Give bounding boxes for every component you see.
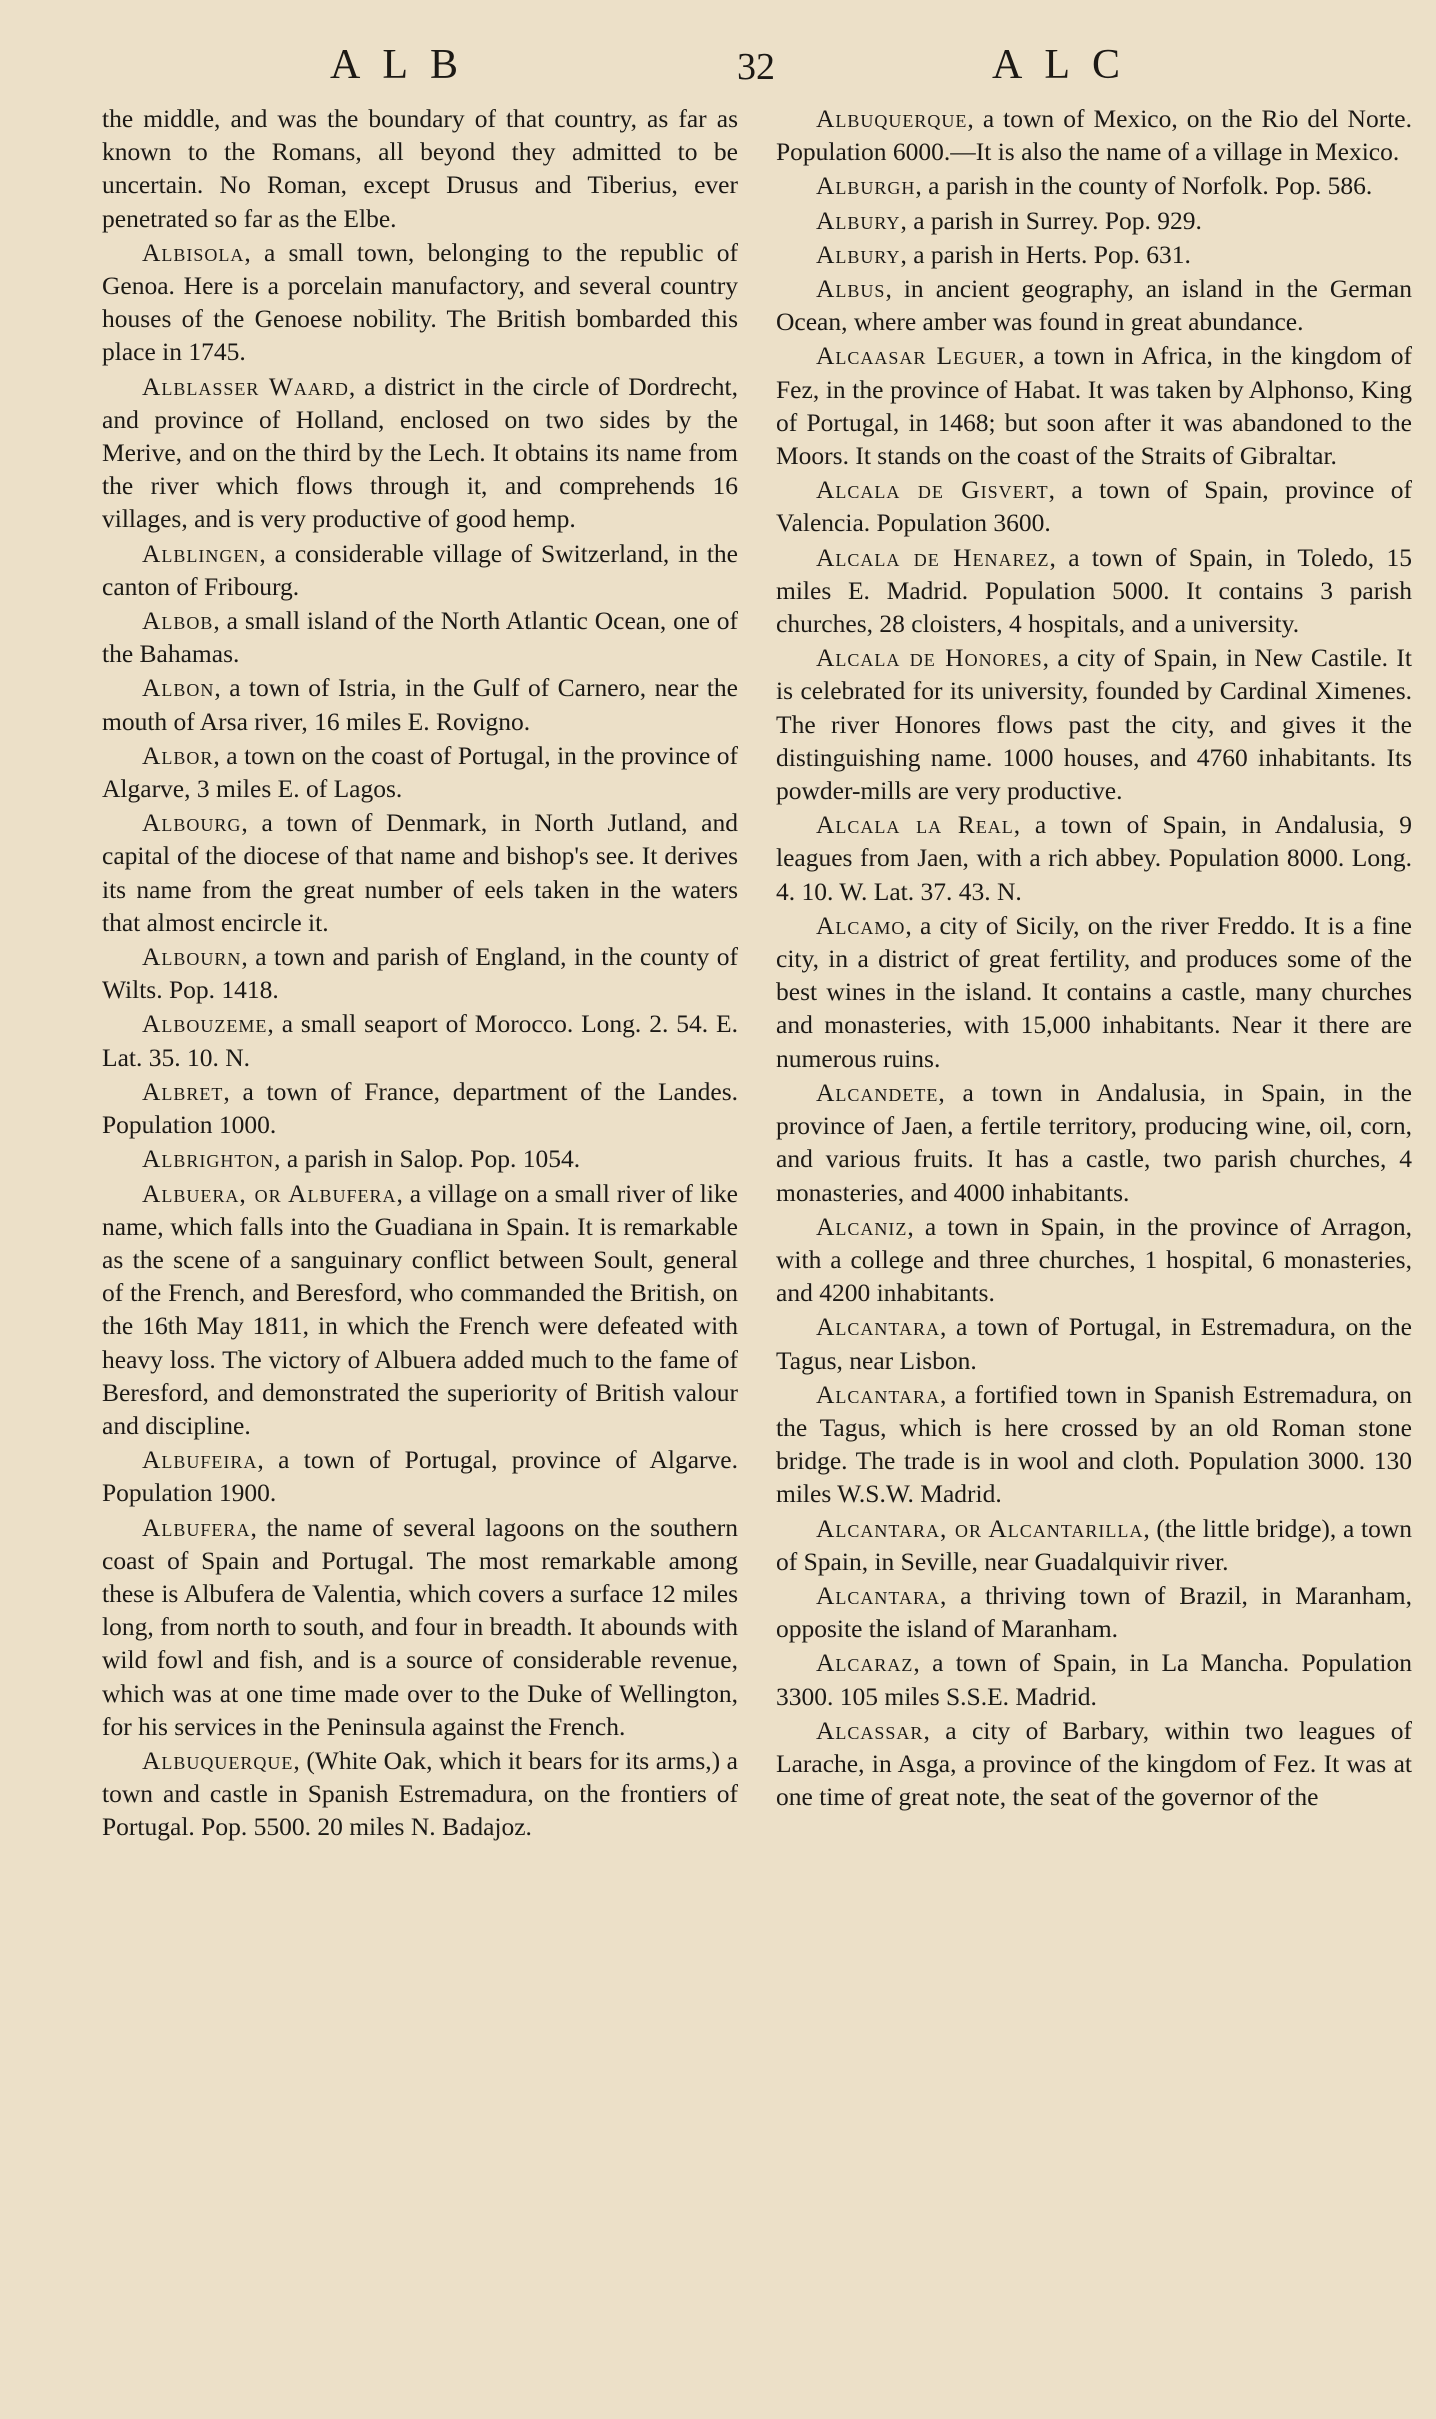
entry-text: , a city of Barbary, within two leagues of Larache, in Asga, a province of the kingdom of Fez. It was at one time of great note, the seat of the governor of the xyxy=(776,1715,1412,1812)
entry-headword: Alcamo xyxy=(816,910,906,940)
entry-text: , a town of Istria, in the Gulf of Carnero, near the mouth of Arsa river, 16 miles E. Rovigno. xyxy=(102,673,738,736)
entry-headword: Alcantara xyxy=(816,1312,940,1342)
entry-headword: Albury xyxy=(816,239,901,269)
entry-headword: Albisola xyxy=(142,237,245,267)
gazetteer-entry xyxy=(776,1210,1412,1310)
entry-headword: Alcala de Henarez xyxy=(816,542,1050,572)
entry-text: , a thriving town of Brazil, in Maranham, opposite the island of Maranham. xyxy=(776,1580,1412,1644)
entry-text: , (the little bridge), a town of Spain, in Seville, near Guadalquivir river. xyxy=(776,1513,1413,1576)
entry-headword: Albury xyxy=(816,205,901,235)
entry-text: , a town of Portugal, province of Algarve. Population 1900. xyxy=(102,1445,738,1508)
gazetteer-entry xyxy=(776,169,1412,202)
gazetteer-entry xyxy=(776,272,1412,338)
gazetteer-entry xyxy=(102,1744,738,1844)
entry-text: , a town of Denmark, in North Jutland, and capital of the diocese of that name and bishop's see. It derives its name from the great number of eels taken in the waters that almost encircle it. xyxy=(102,808,738,937)
gazetteer-entry xyxy=(776,909,1412,1075)
entry-text: , a parish in the county of Norfolk. Pop. 586. xyxy=(915,171,1373,201)
entry-text: , a town of France, department of the Landes. Population 1000. xyxy=(102,1076,738,1140)
gazetteer-entry xyxy=(776,102,1412,168)
entry-text: , a city of Spain, in New Castile. It is celebrated for its university, founded by Cardinal Ximenes. The river Honores flows past the city, and gives it the distinguishing name. 1000 houses, and 4760 inhabitants. Its powder-mills are very productive. xyxy=(776,643,1413,806)
entry-text: , a town on the coast of Portugal, in the province of Algarve, 3 miles E. of Lagos. xyxy=(102,740,738,804)
gazetteer-entry xyxy=(776,204,1412,237)
entry-text: , a town in Africa, in the kingdom of Fez, in the province of Habat. It was taken by Alphonso, King of Portugal, in 1468; but soon after it was abandoned to the Moors. It stands on the coast of the Straits of Gibraltar. xyxy=(776,341,1412,471)
gazetteer-entry xyxy=(102,102,738,235)
entry-headword: Albuquerque xyxy=(142,1745,294,1775)
entry-text: , a fortified town in Spanish Estremadura, on the Tagus, which is here crossed by an old Roman stone bridge. The trade is in wool and cloth. Population 3000. 130 miles W.S.W. Madrid. xyxy=(776,1379,1412,1509)
entry-text: , a small seaport of Morocco. Long. 2. 54. E. Lat. 35. 10. N. xyxy=(102,1009,738,1072)
entry-headword: Albufera xyxy=(142,1512,251,1542)
running-head-right: ALC xyxy=(992,42,1142,88)
gazetteer-entry xyxy=(102,604,738,670)
gazetteer-entry xyxy=(776,1076,1412,1209)
entry-text: , a town in Spain, in the province of Arragon, with a college and three churches, 1 hospital, 6 monasteries, and 4200 inhabitants. xyxy=(776,1211,1412,1308)
gazetteer-entry xyxy=(776,641,1412,807)
gazetteer-entry xyxy=(776,238,1412,271)
gazetteer-entry xyxy=(102,1443,738,1509)
gazetteer-entry xyxy=(776,1579,1412,1645)
gazetteer-entry xyxy=(776,473,1412,539)
entry-headword: Albourn xyxy=(142,942,242,972)
entry-text: , a town in Andalusia, in Spain, in the province of Jaen, a fertile territory, producing wine, oil, corn, and various fruits. It has a castle, two parish churches, 4 monasteries, and 4000 inhabitants. xyxy=(776,1077,1412,1207)
gazetteer-entry xyxy=(102,1007,738,1073)
entry-headword: Alcassar xyxy=(816,1715,924,1745)
entry-text: , a parish in Herts. Pop. 631. xyxy=(900,239,1191,269)
entry-headword: Alblingen xyxy=(142,538,260,568)
entry-headword: Albrighton xyxy=(142,1144,275,1174)
entry-headword: Albourg xyxy=(142,808,242,838)
entry-headword: Albouzeme xyxy=(142,1009,268,1039)
entry-headword: Albufeira xyxy=(142,1445,258,1475)
gazetteer-entry xyxy=(102,370,738,536)
entry-headword: Albret xyxy=(142,1076,224,1106)
running-head-left: ALB xyxy=(330,42,480,88)
entry-text: the middle, and was the boundary of that country, as far as known to the Romans, all beyond they admitted to be uncertain. No Roman, except Drusus and Tiberius, ever penetrated so far as the Elbe. xyxy=(102,104,738,233)
gazetteer-entry xyxy=(776,808,1412,908)
entry-headword: Alcandete xyxy=(816,1077,939,1107)
entry-text: , a town of Spain, in Toledo, 15 miles E. Madrid. Population 5000. It contains 3 parish churches, 28 cloisters, 4 hospitals, and a university. xyxy=(776,542,1412,639)
page-number: 32 xyxy=(737,46,775,88)
entry-headword: Alcaasar Leguer xyxy=(816,341,1019,371)
left-column xyxy=(102,102,738,1845)
entry-headword: Alcala la Real xyxy=(816,810,1014,840)
gazetteer-entry xyxy=(102,537,738,603)
entry-headword: Albon xyxy=(142,673,215,703)
gazetteer-entry xyxy=(776,1310,1412,1376)
gazetteer-entry xyxy=(102,1511,738,1743)
entry-headword: Albuquerque xyxy=(816,104,968,133)
entry-text: , a town and parish of England, in the county of Wilts. Pop. 1418. xyxy=(102,942,738,1005)
entry-text: , (White Oak, which it bears for its arms,) a town and castle in Spanish Estremadura, on the frontiers of Portugal. Pop. 5500. 20 miles N. Badajoz. xyxy=(102,1745,738,1842)
gazetteer-entry xyxy=(102,236,738,369)
entry-headword: Alcantara xyxy=(816,1379,940,1409)
gazetteer-entry xyxy=(776,1714,1412,1814)
gazetteer-entry xyxy=(102,1177,738,1443)
entry-headword: Alburgh xyxy=(816,171,916,201)
entry-headword: Alcala de Gisvert xyxy=(816,475,1049,505)
entry-text: , a considerable village of Switzerland, in the canton of Fribourg. xyxy=(102,538,738,601)
entry-text: , the name of several lagoons on the southern coast of Spain and Portugal. The most remarkable among these is Albufera de Valentia, which covers a surface 12 miles long, from north to south, and four in breadth. It abounds with wild fowl and fish, and is a source of considerable revenue, which was at one time made over to the Duke of Wellington, for his services in the Peninsula against the French. xyxy=(102,1512,738,1741)
entry-text: , in ancient geography, an island in the German Ocean, where amber was found in great abundance. xyxy=(776,274,1412,337)
entry-headword: Albor xyxy=(142,740,214,770)
entry-text: , a small island of the North Atlantic Ocean, one of the Bahamas. xyxy=(102,606,738,669)
entry-text: , a parish in Salop. Pop. 1054. xyxy=(274,1144,581,1174)
entry-text: , a village on a small river of like name, which falls into the Guadiana in Spain. It is remarkable as the scene of a sanguinary conflict between Soult, general of the French, and Beresford, who commanded the British, on the 16th May 1811, in which the French were defeated with heavy loss. The victory of Albuera added much to the fame of Beresford, and demonstrated the superiority of British valour and discipline. xyxy=(102,1178,738,1440)
gazetteer-entry xyxy=(102,739,738,805)
entry-headword: Alblasser Waard xyxy=(142,371,349,401)
gazetteer-entry xyxy=(102,1142,738,1175)
gazetteer-entry xyxy=(102,940,738,1006)
entry-headword: Alcaniz xyxy=(816,1211,908,1241)
gazetteer-entry xyxy=(102,1075,738,1141)
entry-headword: Albus xyxy=(816,274,886,304)
entry-text: , a small town, belonging to the republic of Genoa. Here is a porcelain manufactory, and several country houses of the Genoese nobility. The British bombarded this place in 1745. xyxy=(102,237,738,367)
entry-text: , a town of Mexico, on the Rio del Norte. Population 6000.—It is also the name of a village in Mexico. xyxy=(776,104,1412,167)
gazetteer-entry xyxy=(776,541,1412,641)
entry-text: , a town of Spain, in Andalusia, 9 leagues from Jaen, with a rich abbey. Population 8000. Long. 4. 10. W. Lat. 37. 43. N. xyxy=(776,810,1412,906)
entry-headword: Alcala de Honores xyxy=(816,643,1043,673)
entry-headword: Alcaraz xyxy=(816,1648,914,1678)
gazetteer-entry xyxy=(776,1378,1412,1511)
gazetteer-entry xyxy=(776,1512,1412,1578)
right-column xyxy=(776,102,1412,1814)
entry-text: , a town of Portugal, in Estremadura, on the Tagus, near Lisbon. xyxy=(776,1312,1412,1375)
entry-text: , a town of Spain, province of Valencia. Population 3600. xyxy=(776,475,1412,538)
gazetteer-entry xyxy=(776,1646,1412,1712)
entry-headword: Alcantara, or Alcantarilla xyxy=(816,1513,1144,1543)
gazetteer-entry xyxy=(776,339,1412,472)
entry-headword: Albob xyxy=(142,606,214,636)
gazetteer-entry xyxy=(102,806,738,939)
entry-text: , a district in the circle of Dordrecht, and province of Holland, enclosed on two sides by the Merive, and on the third by the Lech. It obtains its name from the river which flows through it, and comprehends 16 villages, and is very productive of good hemp. xyxy=(102,371,738,534)
entry-headword: Alcantara xyxy=(816,1580,940,1610)
entry-headword: Albuera, or Albufera xyxy=(142,1178,397,1208)
gazetteer-entry xyxy=(102,671,738,737)
entry-text: , a parish in Surrey. Pop. 929. xyxy=(900,205,1202,235)
entry-text: , a city of Sicily, on the river Freddo. It is a fine city, in a district of great fertility, and produces some of the best wines in the island. It contains a castle, many churches and monasteries, with 15,000 inhabitants. Near it there are numerous ruins. xyxy=(776,910,1412,1073)
entry-text: , a town of Spain, in La Mancha. Population 3300. 105 miles S.S.E. Madrid. xyxy=(776,1648,1412,1711)
